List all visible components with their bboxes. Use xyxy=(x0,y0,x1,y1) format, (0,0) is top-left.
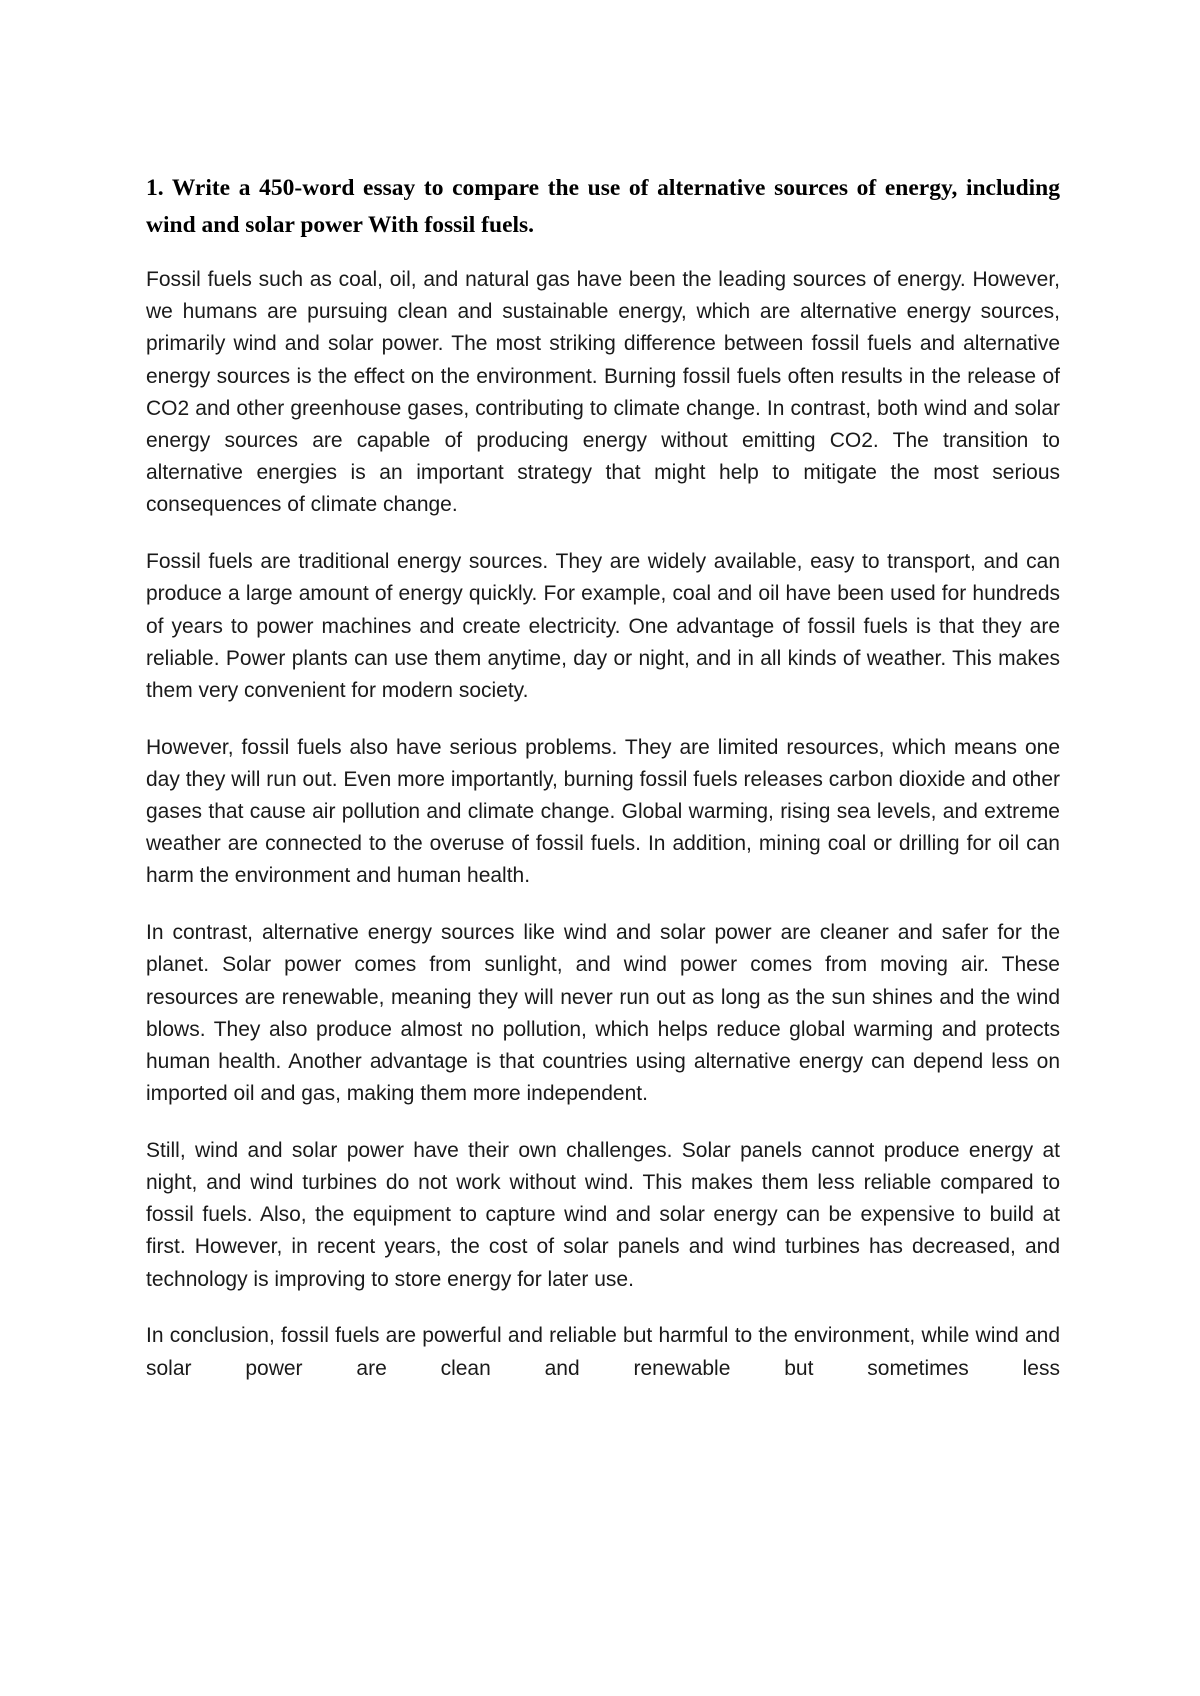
paragraph-6: In conclusion, fossil fuels are powerful and reliable but harmful to the environment, while wind and solar power are clean and renewable but sometimes less xyxy=(146,1324,1060,1380)
paragraph-2: Fossil fuels are traditional energy sources. They are widely available, easy to transport, and can produce a large amount of energy quickly. For example, coal and oil have been used for hundreds of years to power machines and create electricity. One advantage of fossil fuels is that they are reliable. Power plants can use them anytime, day or night, and in all kinds of weather. This makes them very convenient for modern society. xyxy=(146,550,1060,702)
essay-question: 1. Write a 450-word essay to compare the use of alternative sources of energy, including wind and solar power With fossil fuels. xyxy=(146,175,1060,238)
paragraph-5: Still, wind and solar power have their own challenges. Solar panels cannot produce energy at night, and wind turbines do not work without wind. This makes them less reliable compared to fossil fuels. Also, the equipment to capture wind and solar energy can be expensive to build at first. However, in recent years, the cost of solar panels and wind turbines has decreased, and technology is improving to store energy for later use. xyxy=(146,1138,1060,1291)
paragraph-4: In contrast, alternative energy sources like wind and solar power are cleaner and safer for the planet. Solar power comes from sunlight, and wind power comes from moving air. These resources are renewable, meaning they will never run out as long as the sun shines and the wind blows. They also produce almost no pollution, which helps reduce global warming and protects human health. Another advantage is that countries using alternative energy can depend less on imported oil and gas, making them more independent. xyxy=(146,921,1060,1106)
paragraph-3: However, fossil fuels also have serious problems. They are limited resources, which means one day they will run out. Even more importantly, burning fossil fuels releases carbon dioxide and other gases that cause air pollution and climate change. Global warming, rising sea levels, and extreme weather are connected to the overuse of fossil fuels. In addition, mining coal or drilling for oil can harm the environment and human health. xyxy=(146,735,1060,888)
document-body xyxy=(146,170,1060,1385)
paragraph-1: Fossil fuels such as coal, oil, and natural gas have been the leading sources of energy. However, we humans are pursuing clean and sustainable energy, which are alternative energy sources, primarily wind and solar power. The most striking difference between fossil fuels and alternative energy sources is the effect on the environment. Burning fossil fuels often results in the release of CO2 and other greenhouse gases, contributing to climate change. In contrast, both wind and solar energy sources are capable of producing energy without emitting CO2. The transition to alternative energies is an important strategy that might help to mitigate the most serious consequences of climate change. xyxy=(146,268,1060,517)
